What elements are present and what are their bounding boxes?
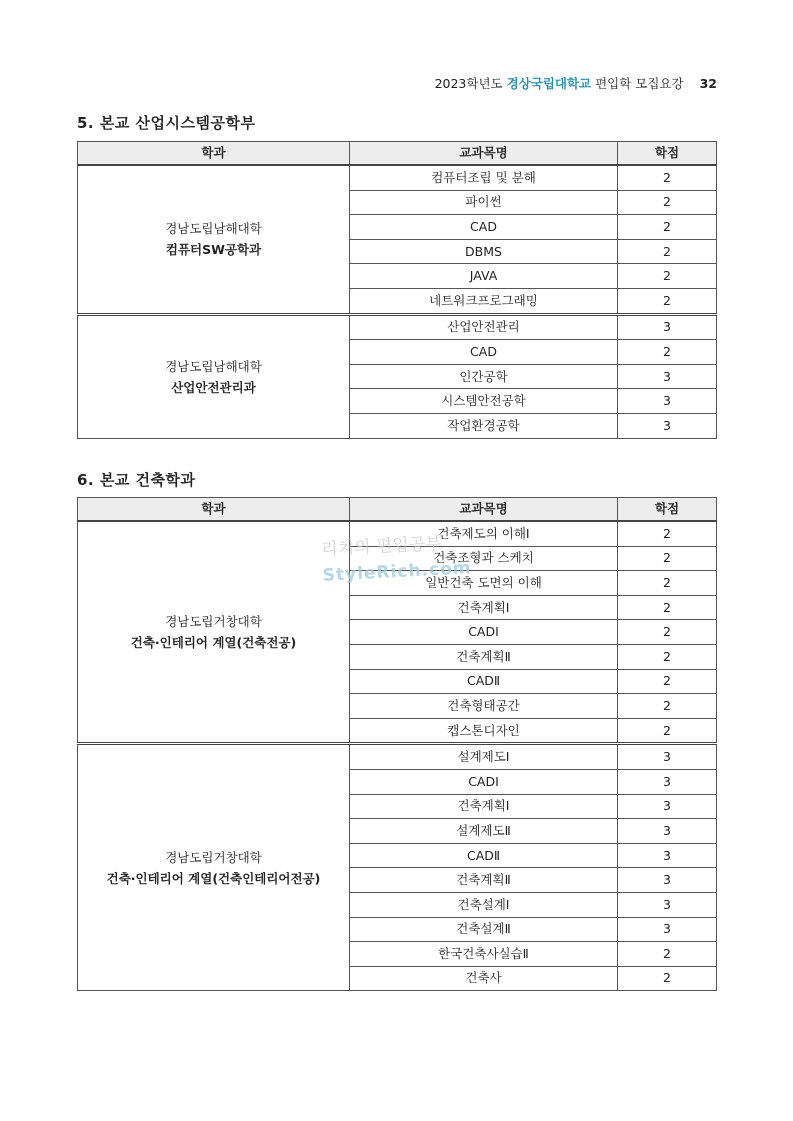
course-name: JAVA — [350, 264, 618, 289]
course-credit: 3 — [618, 794, 717, 819]
course-credit: 2 — [618, 718, 717, 744]
course-name: 인간공학 — [350, 364, 618, 389]
table-row — [78, 314, 717, 340]
course-credit: 3 — [618, 819, 717, 844]
course-name: CAD — [350, 340, 618, 365]
page-header — [435, 74, 717, 92]
course-name: 설계제도Ⅱ — [350, 819, 618, 844]
course-credit: 3 — [618, 769, 717, 794]
course-name: 건축계획Ⅰ — [350, 595, 618, 620]
course-name: 작업환경공학 — [350, 413, 618, 438]
department-name: 산업안전관리과 — [171, 379, 256, 395]
header-doc-title: 편입학 모집요강 — [595, 76, 684, 91]
course-name: CADⅡ — [350, 669, 618, 694]
course-credit: 2 — [618, 966, 717, 991]
header-year: 2023학년도 — [434, 76, 503, 91]
column-header-department: 학과 — [78, 498, 350, 522]
course-name: 네트워크프로그래밍 — [350, 288, 618, 314]
course-name: 건축설계Ⅰ — [350, 892, 618, 917]
course-credit: 2 — [618, 165, 717, 190]
course-credit: 2 — [618, 571, 717, 596]
department-name: 건축·인테리어 계열(건축전공) — [130, 635, 297, 651]
course-name: 건축계획Ⅱ — [350, 644, 618, 669]
department-name: 건축·인테리어 계열(건축인테리어전공) — [106, 870, 321, 886]
college-name: 경남도립남해대학 — [165, 358, 262, 374]
course-credit: 2 — [618, 190, 717, 215]
watermark-line-2: StyleRich.com — [322, 558, 472, 586]
course-name: 컴퓨터조립 및 분해 — [350, 165, 618, 190]
course-credit: 3 — [618, 389, 717, 414]
page-number: 32 — [699, 76, 717, 91]
course-credit: 2 — [618, 694, 717, 719]
section-6-table — [77, 497, 717, 991]
course-credit: 3 — [618, 314, 717, 340]
course-credit: 2 — [618, 546, 717, 571]
course-name: 건축계획Ⅰ — [350, 794, 618, 819]
course-name: 건축사 — [350, 966, 618, 991]
course-credit: 2 — [618, 340, 717, 365]
table-row — [78, 165, 717, 190]
course-name: 건축조형과 스케치 — [350, 546, 618, 571]
department-cell — [78, 314, 350, 438]
course-name: 건축계획Ⅱ — [350, 868, 618, 893]
column-header-credit: 학점 — [618, 498, 717, 522]
course-name: 건축형태공간 — [350, 694, 618, 719]
course-name: CADⅠ — [350, 769, 618, 794]
course-credit: 2 — [618, 215, 717, 240]
course-credit: 2 — [618, 620, 717, 645]
college-name: 경남도립거창대학 — [165, 849, 262, 865]
course-credit: 3 — [618, 744, 717, 770]
course-name: 건축설계Ⅱ — [350, 917, 618, 942]
department-cell — [78, 744, 350, 991]
college-name: 경남도립남해대학 — [165, 221, 262, 237]
course-credit: 2 — [618, 521, 717, 546]
course-name: 시스템안전공학 — [350, 389, 618, 414]
course-name: 일반건축 도면의 이해 — [350, 571, 618, 596]
table-row — [78, 521, 717, 546]
table-row — [78, 744, 717, 770]
course-credit: 2 — [618, 669, 717, 694]
department-cell — [78, 165, 350, 314]
course-name: 한국건축사실습Ⅱ — [350, 942, 618, 967]
watermark-line-1: 리치의 편입공부 — [320, 533, 443, 560]
header-university: 경상국립대학교 — [506, 76, 592, 91]
section-6-title: 6. 본교 건축학과 — [77, 471, 196, 489]
course-name: 파이썬 — [350, 190, 618, 215]
column-header-department: 학과 — [78, 142, 350, 166]
college-name: 경남도립거창대학 — [165, 614, 262, 630]
course-name: 건축제도의 이해Ⅰ — [350, 521, 618, 546]
course-credit: 3 — [618, 364, 717, 389]
course-credit: 2 — [618, 264, 717, 289]
course-credit: 3 — [618, 843, 717, 868]
department-name: 컴퓨터SW공학과 — [165, 242, 262, 258]
course-name: DBMS — [350, 239, 618, 264]
course-credit: 2 — [618, 942, 717, 967]
course-name: CADⅡ — [350, 843, 618, 868]
column-header-course: 교과목명 — [350, 142, 618, 166]
section-5-title: 5. 본교 산업시스템공학부 — [77, 114, 256, 132]
course-name: 산업안전관리 — [350, 314, 618, 340]
course-credit: 3 — [618, 413, 717, 438]
course-name: 캡스톤디자인 — [350, 718, 618, 744]
course-credit: 2 — [618, 288, 717, 314]
course-credit: 2 — [618, 644, 717, 669]
course-credit: 3 — [618, 892, 717, 917]
column-header-course: 교과목명 — [350, 498, 618, 522]
course-name: CAD — [350, 215, 618, 240]
course-name: CADⅠ — [350, 620, 618, 645]
course-name: 설계제도Ⅰ — [350, 744, 618, 770]
column-header-credit: 학점 — [618, 142, 717, 166]
course-credit: 2 — [618, 239, 717, 264]
course-credit: 3 — [618, 868, 717, 893]
section-5-table — [77, 141, 717, 439]
course-credit: 3 — [618, 917, 717, 942]
course-credit: 2 — [618, 595, 717, 620]
department-cell — [78, 521, 350, 744]
